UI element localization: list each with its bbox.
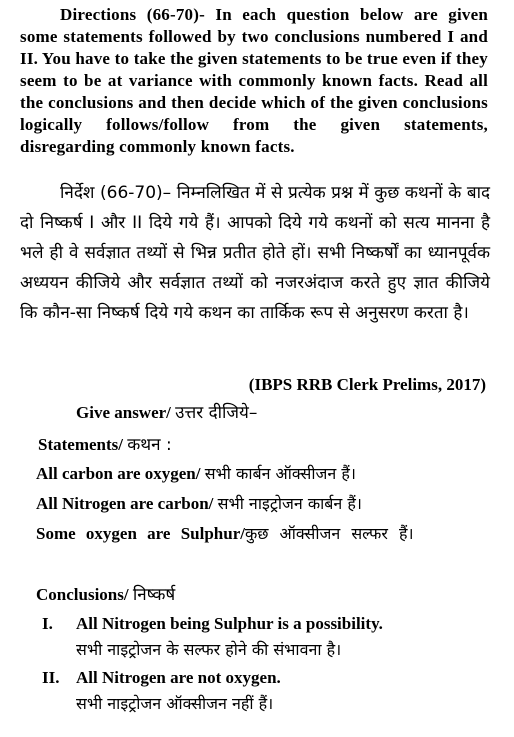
statement-2-hi: सभी नाइट्रोजन कार्बन हैं। bbox=[217, 494, 362, 513]
give-answer-line bbox=[76, 400, 257, 423]
statement-2-en: All Nitrogen are carbon/ bbox=[36, 494, 214, 513]
statement-3-en: Some oxygen are Sulphur/ bbox=[36, 524, 245, 543]
give-answer-hi: उत्तर दीजिये– bbox=[175, 403, 258, 423]
statement-2 bbox=[36, 490, 496, 518]
statement-3 bbox=[36, 520, 456, 548]
conclusion-2-number: II. bbox=[42, 668, 60, 687]
conclusion-1-hi: सभी नाइट्रोजन के सल्फर होने की संभावना है। bbox=[76, 640, 342, 659]
conclusions-heading bbox=[36, 582, 175, 605]
statement-1-hi: सभी कार्बन ऑक्सीजन हैं। bbox=[204, 464, 356, 483]
conclusion-1-en: All Nitrogen being Sulphur is a possibility. bbox=[76, 614, 383, 633]
directions-english: Directions (66-70)- In each question below are given some statements followed by two conclusions numbered I and II. You have to take the given statements to be true even if they seem to be at variance with commonly known facts. Read all the conclusions and then decide which of the given conclusions logically follows/follow from the given statements, disregarding commonly known facts. bbox=[20, 5, 488, 156]
statements-heading-hi: कथन : bbox=[127, 435, 172, 455]
conclusion-1-number: I. bbox=[42, 614, 53, 633]
statement-1-en: All carbon are oxygen/ bbox=[36, 464, 201, 483]
conclusion-2-hi: सभी नाइट्रोजन ऑक्सीजन नहीं हैं। bbox=[76, 694, 274, 713]
statement-1 bbox=[36, 460, 496, 488]
statements-heading bbox=[38, 432, 172, 455]
conclusions-heading-en: Conclusions/ bbox=[36, 585, 129, 604]
conclusions-heading-hi: निष्कर्ष bbox=[132, 585, 176, 605]
statement-3-hi: कुछ ऑक्सीजन सल्फर हैं। bbox=[244, 524, 414, 543]
directions-hindi: निर्देश (66-70)– निम्नलिखित में से प्रत्येक प्रश्न में कुछ कथनों के बाद दो निष्कर्ष I और II दिये गये हैं। आपको दिये गये कथनों को सत्य मानना है भले ही वे सर्वज्ञात तथ्यों से भिन्न प्रतीत होते हों। सभी निष्कर्षों का ध्यानपूर्वक अध्ययन कीजिये और सर्वज्ञात तथ्यों को नजरअंदाज करते हुए ज्ञात कीजिये कि कौन-सा निष्कर्ष दिये गये कथन का तार्किक रूप से अनुसरण करता है। bbox=[20, 183, 490, 323]
conclusion-2-en: All Nitrogen are not oxygen. bbox=[76, 668, 281, 687]
statements-heading-en: Statements/ bbox=[38, 435, 123, 454]
give-answer-en: Give answer/ bbox=[76, 403, 171, 422]
exam-source: (IBPS RRB Clerk Prelims, 2017) bbox=[248, 375, 486, 394]
